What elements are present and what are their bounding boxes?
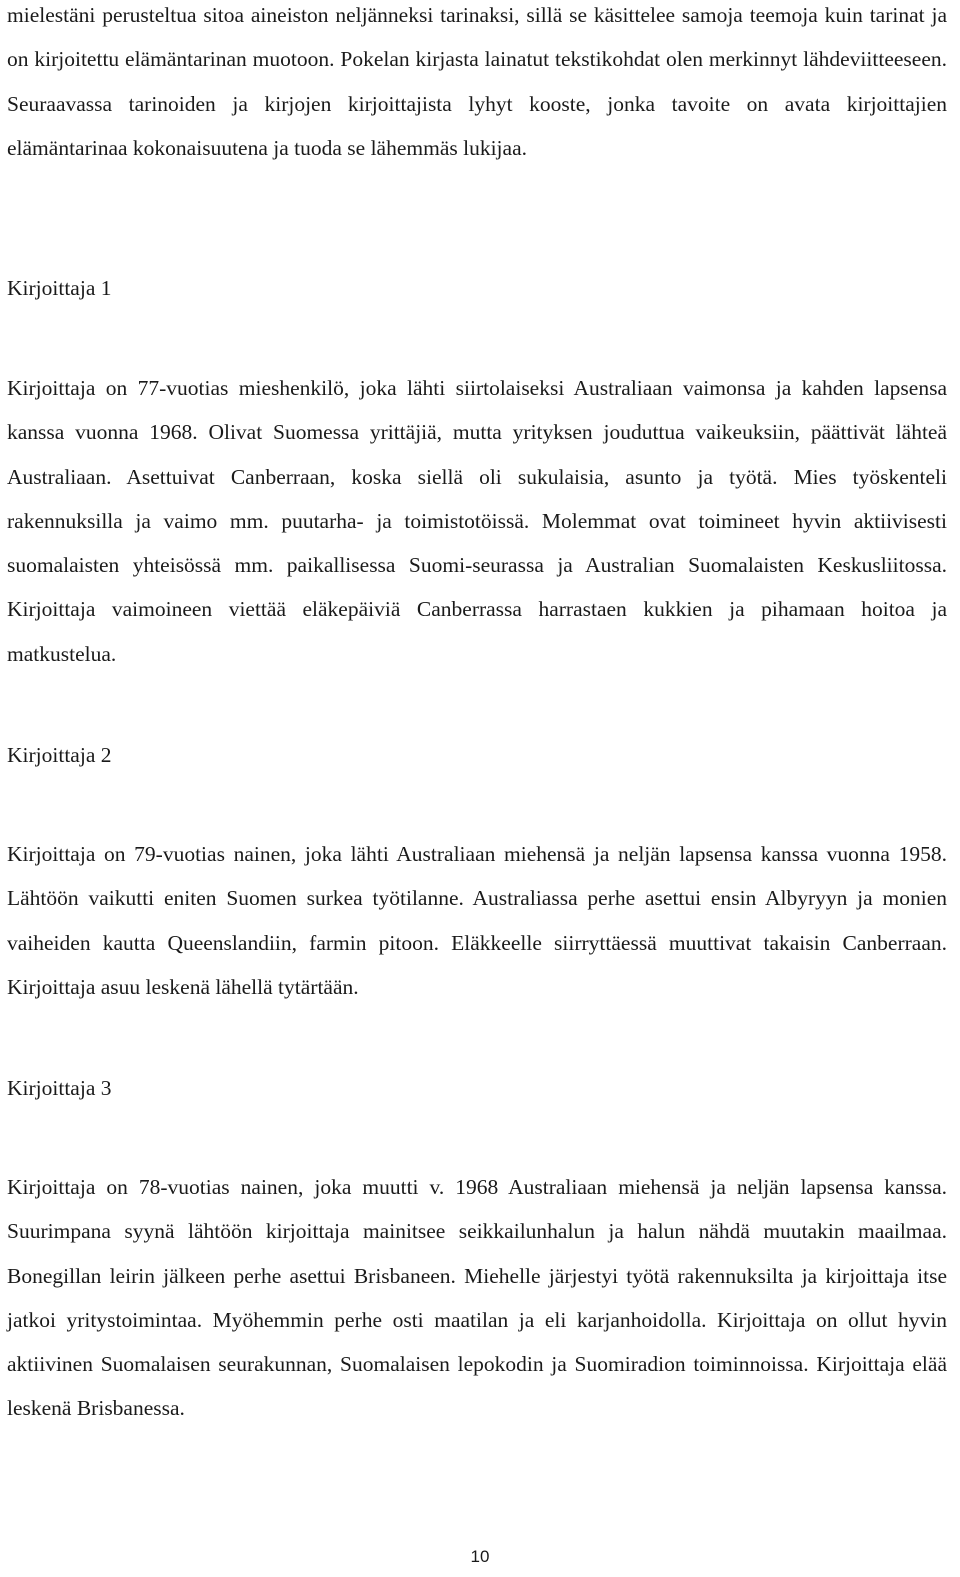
intro-paragraph: mielestäni perusteltua sitoa aineiston neljänneksi tarinaksi, sillä se käsittelee samoja teemoja kuin tarinat ja on kirjoitettu elämäntarinan muotoon. Pokelan kirjasta lainatut tekstikohdat olen merkinnyt lähdeviitteeseen. Seuraavassa tarinoiden ja kirjojen kirjoittajista lyhyt kooste, jonka tavoite on avata kirjoittajien elämäntarinaa kokonaisuutena ja tuoda se lähemmäs lukijaa. [7, 3, 947, 160]
section-heading-kirjoittaja-2: Kirjoittaja 2 [7, 743, 112, 767]
section-paragraph-kirjoittaja-3: Kirjoittaja on 78-vuotias nainen, joka muutti v. 1968 Australiaan miehensä ja neljän lapsensa kanssa. Suurimpana syynä lähtöön kirjoittaja mainitsee seikkailunhalun ja halun nähdä muutakin maailmaa. Bonegillan leirin jälkeen perhe asettui Brisbaneen. Miehelle järjestyi työtä rakennuksilta ja kirjoittaja itse jatkoi yritystoimintaa. Myöhemmin perhe osti maatilan ja eli karjanhoidolla. Kirjoittaja on ollut hyvin aktiivinen Suomalaisen seurakunnan, Suomalaisen lepokodin ja Suomiradion toiminnoissa. Kirjoittaja elää leskenä Brisbanessa. [7, 1175, 947, 1421]
section-paragraph-kirjoittaja-1: Kirjoittaja on 77-vuotias mieshenkilö, joka lähti siirtolaiseksi Australiaan vaimonsa ja kahden lapsensa kanssa vuonna 1968. Olivat Suomessa yrittäjiä, mutta yrityksen jouduttua vaikeuksiin, päättivät lähteä Australiaan. Asettuivat Canberraan, koska siellä oli sukulaisia, asunto ja työtä. Mies työskenteli rakennuksilla ja vaimo mm. puutarha- ja toimistotöissä. Molemmat ovat toimineet hyvin aktiivisesti suomalaisten yhteisössä mm. paikallisessa Suomi-seurassa ja Australian Suomalaisten Keskusliitossa. Kirjoittaja vaimoineen viettää eläkepäiviä Canberrassa harrastaen kukkien ja pihamaan hoitoa ja matkustelua. [7, 376, 947, 666]
page-number: 10 [470, 1547, 490, 1566]
section-paragraph-kirjoittaja-2: Kirjoittaja on 79-vuotias nainen, joka lähti Australiaan miehensä ja neljän lapsensa kanssa vuonna 1958. Lähtöön vaikutti eniten Suomen surkea työtilanne. Australiassa perhe asettui ensin Albyryyn ja monien vaiheiden kautta Queenslandiin, farmin pitoon. Eläkkeelle siirryttäessä muuttivat takaisin Canberraan. Kirjoittaja asuu leskenä lähellä tytärtään. [7, 842, 947, 999]
section-heading-kirjoittaja-3: Kirjoittaja 3 [7, 1076, 112, 1100]
section-heading-kirjoittaja-1: Kirjoittaja 1 [7, 276, 112, 300]
